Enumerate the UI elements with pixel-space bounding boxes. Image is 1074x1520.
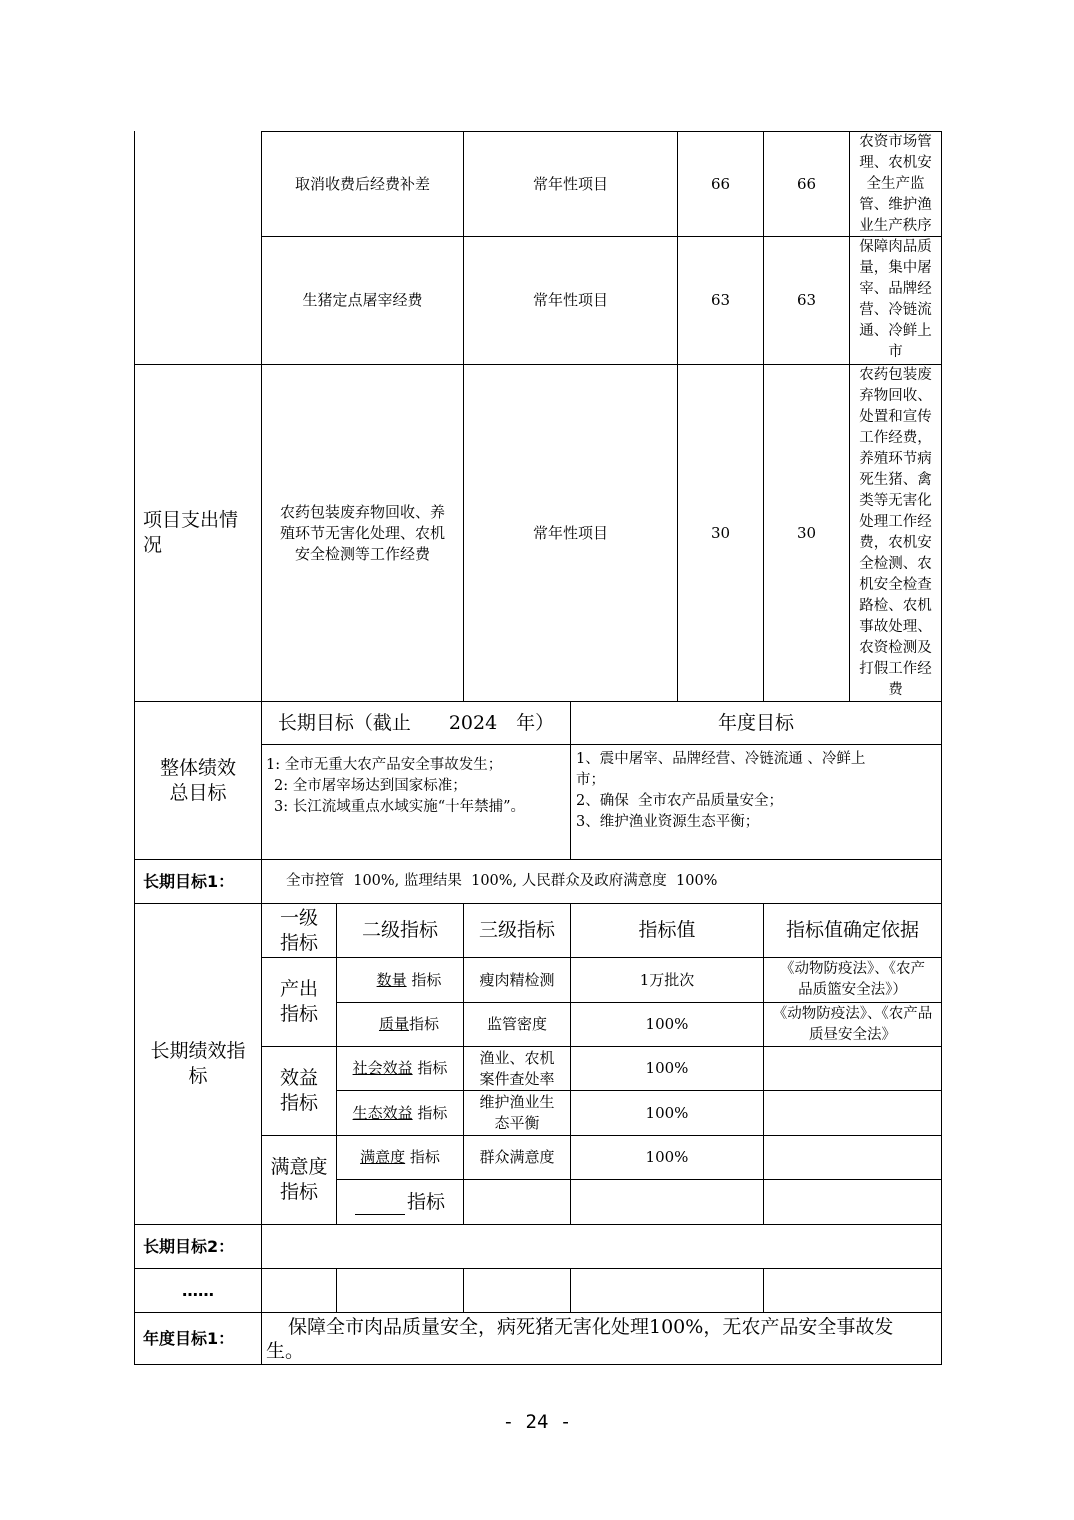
basis-2: 《动物防疫法》、《农产品质昼安全法》	[772, 1005, 933, 1043]
level2-quality: 质量指标	[378, 1015, 440, 1033]
annual-goals: 1、震中屠宰、品牌经营、冷链流通 、冷鲜上 市； 2、确保 全市农产品质量安全； 3、维护渔业资源生态平衡；	[576, 751, 866, 830]
year-goal1-label: 年度目标1：	[143, 1329, 235, 1348]
level2-blank: 指标	[337, 1180, 463, 1224]
value-6	[571, 1180, 763, 1224]
rule	[941, 131, 942, 1365]
row2-value2: 63	[796, 291, 817, 309]
row1-value1: 66	[710, 174, 731, 193]
row1-type: 常年性项目	[532, 174, 608, 193]
row2-value1: 63	[710, 291, 731, 309]
rule	[336, 1268, 337, 1312]
annual-header: 年度目标	[717, 711, 794, 734]
rule	[570, 1268, 571, 1312]
level3-4: 维护渔业生态平衡	[479, 1093, 555, 1132]
level3-6	[464, 1180, 570, 1224]
value-2: 100%	[645, 1015, 689, 1033]
row3-type: 常年性项目	[532, 523, 608, 542]
row2-type: 常年性项目	[532, 291, 608, 309]
basis-5	[764, 1136, 941, 1179]
page-number: - 24 -	[502, 1411, 572, 1433]
rule	[763, 1268, 764, 1312]
goal1-label: 长期目标1：	[143, 872, 235, 891]
level2-ecological-benefit: 生态效益 指标	[352, 1103, 448, 1122]
row3-note: 农药包装废弃物回收、处置和宣传工作经费，养殖环节病死生猪、禽类等无害化处理工作经费，农机安全检测、农机安全检查路检、农机事故处理、农资检测及打假工作经费	[859, 367, 932, 698]
year-goal1-text: 保障全市肉品质量安全，病死猪无害化处理100%，无农产品安全事故发生。	[266, 1315, 894, 1362]
row1-note: 农资市场管理、农机安全生产监管、维护渔业生产秩序	[859, 134, 932, 234]
row1-value2: 66	[796, 174, 817, 193]
basis-1: 《动物防疫法》、《农产品质篮安全法》）	[780, 961, 925, 998]
level2-quantity: 数量 指标	[376, 970, 442, 989]
header-level2: 二级指标	[361, 919, 438, 941]
indicators-label: 长期绩效指标	[150, 1040, 246, 1087]
goal2-label: 长期目标2：	[143, 1237, 235, 1256]
header-level3: 三级指标	[478, 919, 555, 941]
value-1: 1万批次	[639, 970, 695, 989]
level1-output: 产出指标	[279, 978, 318, 1025]
row2-note: 保障肉品质量，集中屠宰、品牌经营、冷链流通、冷鲜上市	[859, 239, 932, 360]
value-5: 100%	[645, 1148, 689, 1166]
row3-value1: 30	[710, 523, 731, 542]
level3-2: 监管密度	[486, 1015, 547, 1033]
ellipsis: ……	[182, 1281, 214, 1300]
row2-name: 生猪定点屠宰经费	[302, 291, 423, 309]
rule	[134, 1364, 941, 1365]
basis-3	[764, 1047, 941, 1090]
section-label: 项目支出情况	[143, 509, 239, 556]
goal1-text: 全市控管 100%, 监理结果 100%, 人民群众及政府满意度 100%	[286, 873, 718, 889]
value-3: 100%	[645, 1059, 689, 1077]
blank-underline	[355, 1196, 405, 1215]
value-4: 100%	[645, 1103, 689, 1122]
overall-goal-label: 整体绩效总目标	[159, 756, 236, 804]
long-term-goals: 1: 全市无重大农产品安全事故发生； 2: 全市屠宰场达到国家标准； 3: 长江流域重点水域实施“十年禁捕”。	[266, 757, 526, 815]
rule	[261, 744, 941, 745]
header-basis: 指标值确定依据	[785, 919, 919, 941]
row1-name: 取消收费后经费补差	[294, 174, 430, 193]
rule	[463, 1268, 464, 1312]
level2-satisfaction: 满意度 指标	[360, 1148, 440, 1166]
level3-5: 群众满意度	[479, 1148, 555, 1166]
basis-4	[764, 1091, 941, 1135]
level1-satisfaction: 满意度指标	[270, 1156, 328, 1203]
long-term-header: 长期目标（截止 2024 年）	[277, 711, 555, 734]
level3-3: 渔业、农机案件查处率	[479, 1048, 555, 1088]
header-level1: 一级指标	[280, 906, 319, 954]
header-value: 指标值	[638, 919, 696, 941]
row3-name: 农药包装废弃物回收、养殖环节无害化处理、农机安全检测等工作经费	[279, 502, 445, 563]
level2-social-benefit: 社会效益 指标	[352, 1059, 448, 1077]
row3-value2: 30	[796, 523, 817, 542]
basis-6	[764, 1180, 941, 1224]
level3-1: 瘦肉精检测	[479, 970, 555, 989]
level1-benefit: 效益指标	[279, 1067, 318, 1114]
